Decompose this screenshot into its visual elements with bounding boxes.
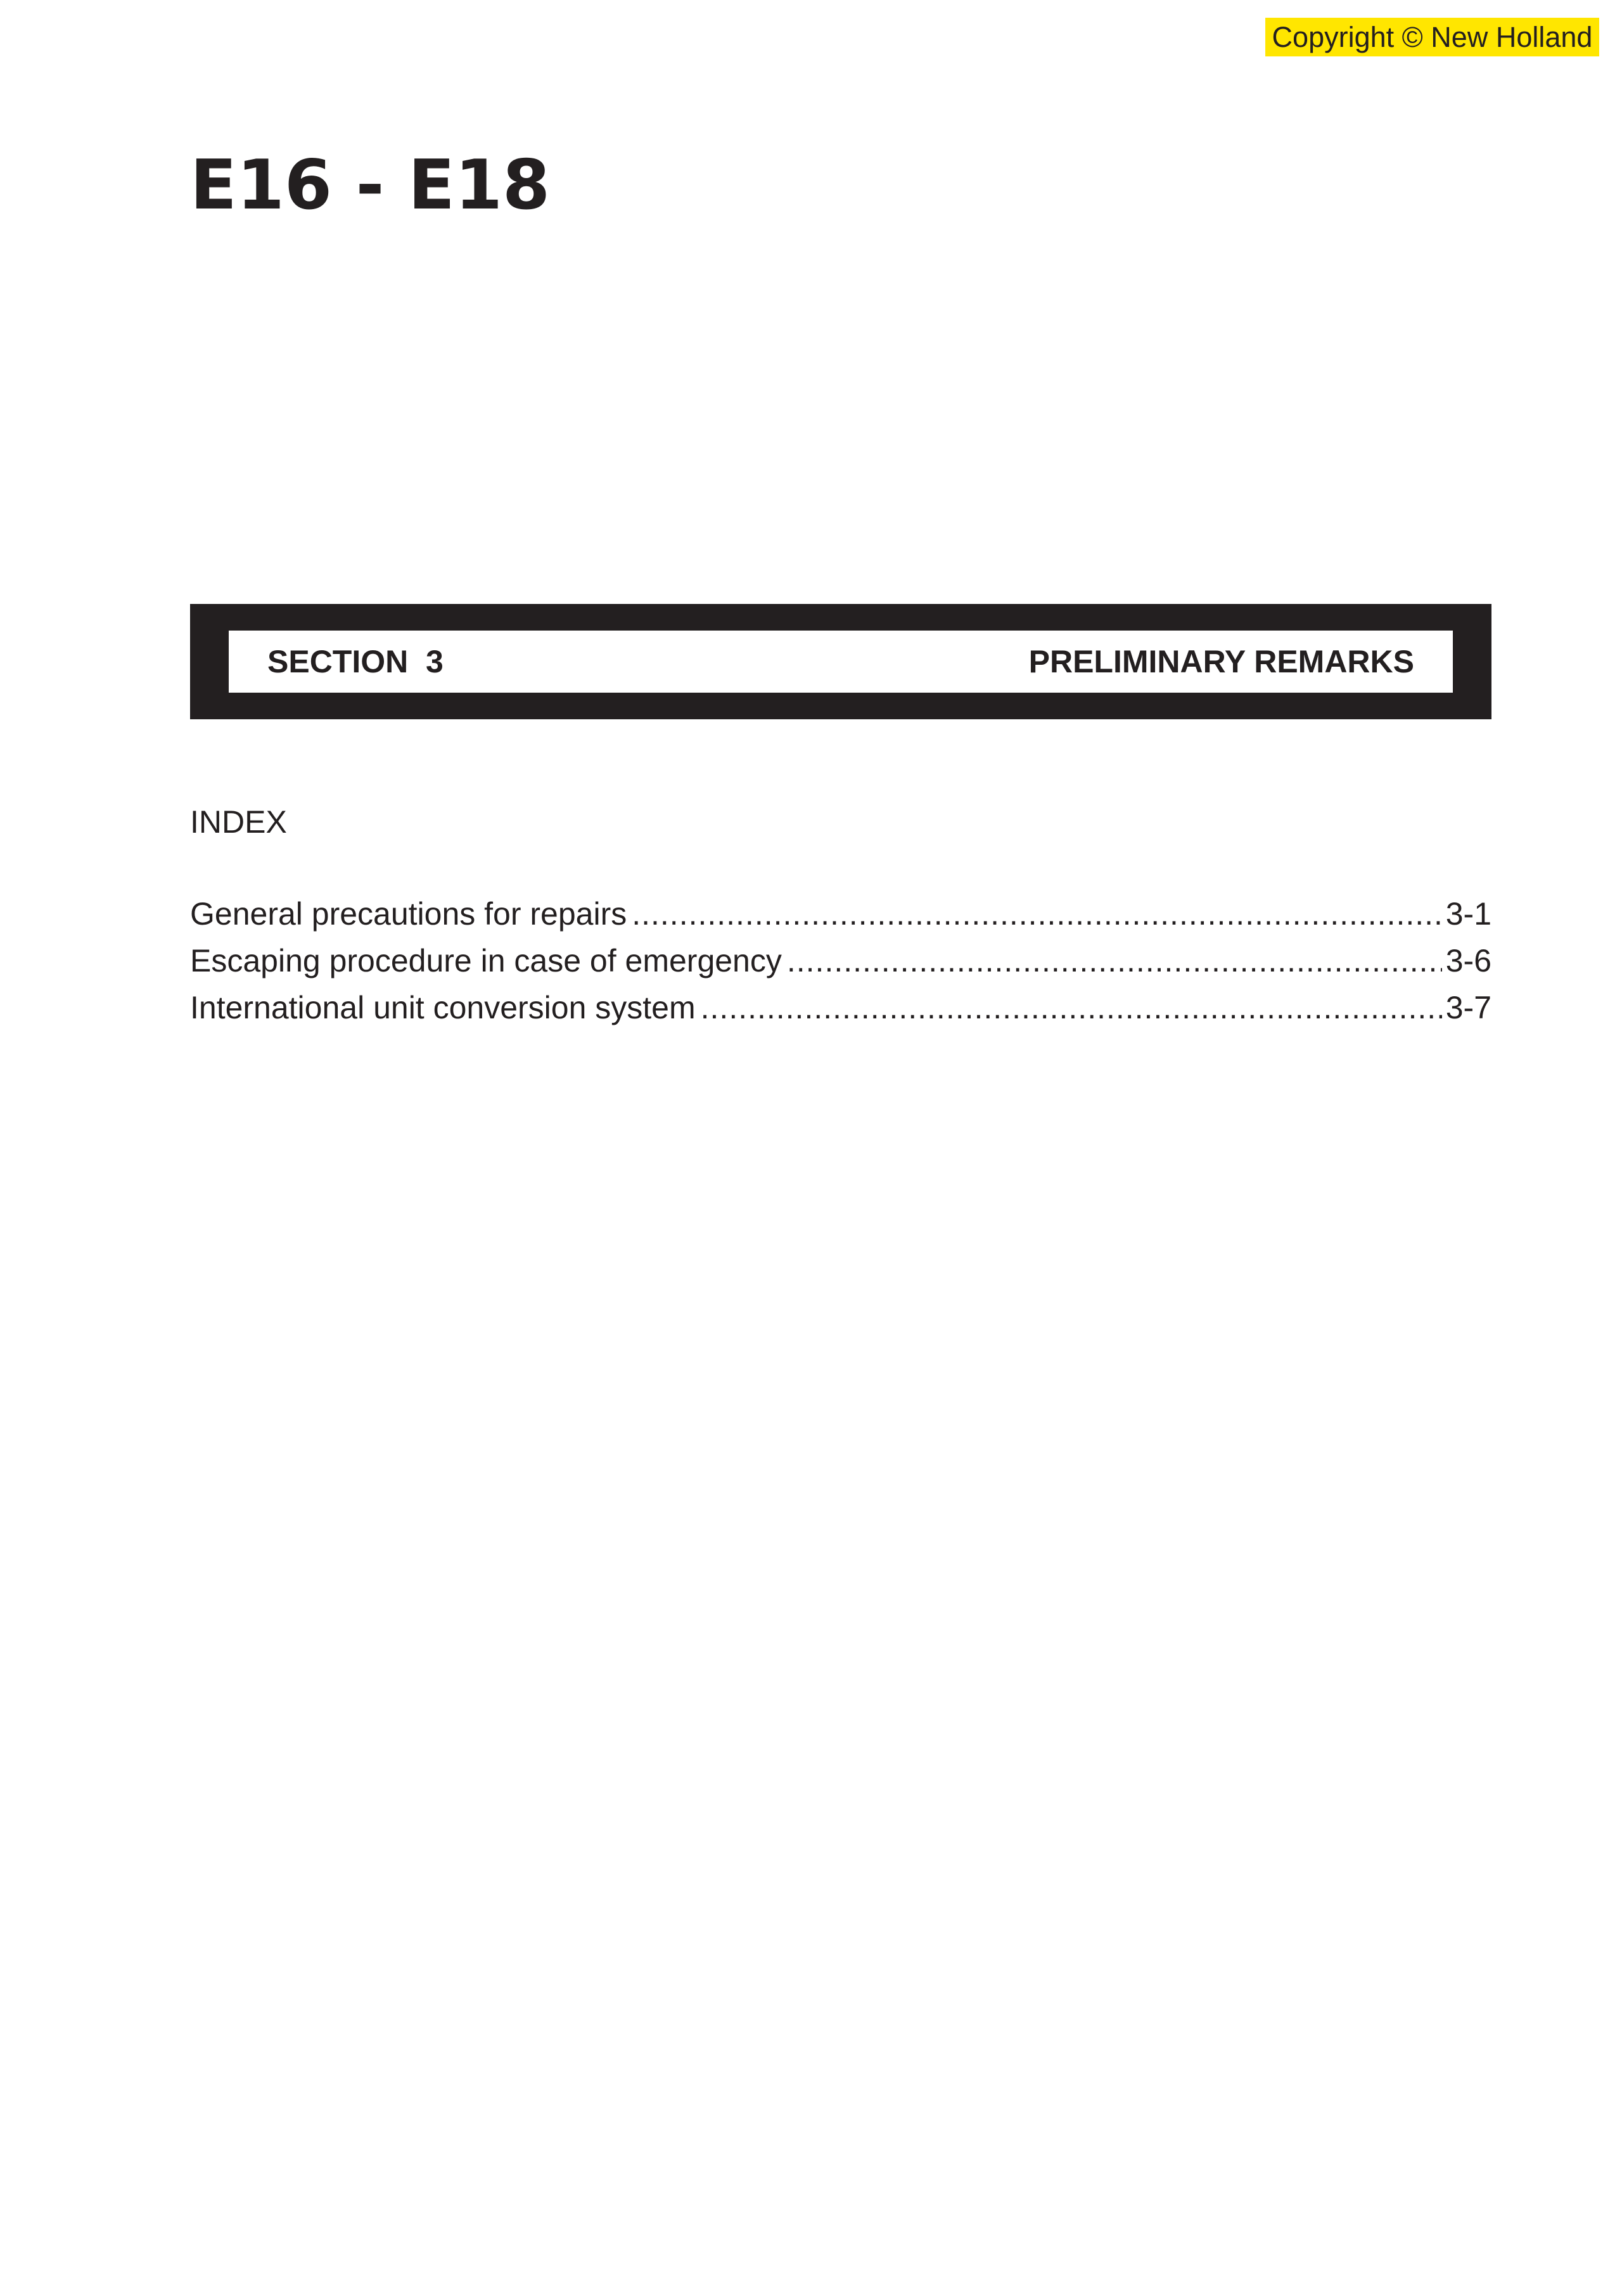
dot-leader bbox=[787, 937, 1442, 984]
index-entry-page: 3-7 bbox=[1445, 990, 1491, 1025]
index-entry-title: International unit conversion system bbox=[190, 990, 696, 1025]
index-entry-title: General precautions for repairs bbox=[190, 896, 627, 932]
index-entry-page: 3-1 bbox=[1445, 896, 1491, 932]
index-entry[interactable] bbox=[190, 937, 1491, 984]
index-heading: INDEX bbox=[190, 804, 287, 840]
index-entry[interactable] bbox=[190, 890, 1491, 937]
index-entry-title: Escaping procedure in case of emergency bbox=[190, 943, 782, 978]
copyright-badge: Copyright © New Holland bbox=[1265, 18, 1599, 56]
section-title: PRELIMINARY REMARKS bbox=[1028, 644, 1414, 679]
index-entry[interactable] bbox=[190, 984, 1491, 1031]
model-title: E16 - E18 bbox=[190, 146, 551, 225]
section-banner-inner bbox=[229, 631, 1453, 693]
section-label: SECTION 3 bbox=[267, 644, 444, 679]
index-entry-page: 3-6 bbox=[1445, 943, 1491, 978]
index-list bbox=[190, 890, 1491, 1031]
section-banner bbox=[190, 604, 1491, 719]
dot-leader bbox=[632, 890, 1442, 937]
dot-leader bbox=[701, 984, 1442, 1031]
